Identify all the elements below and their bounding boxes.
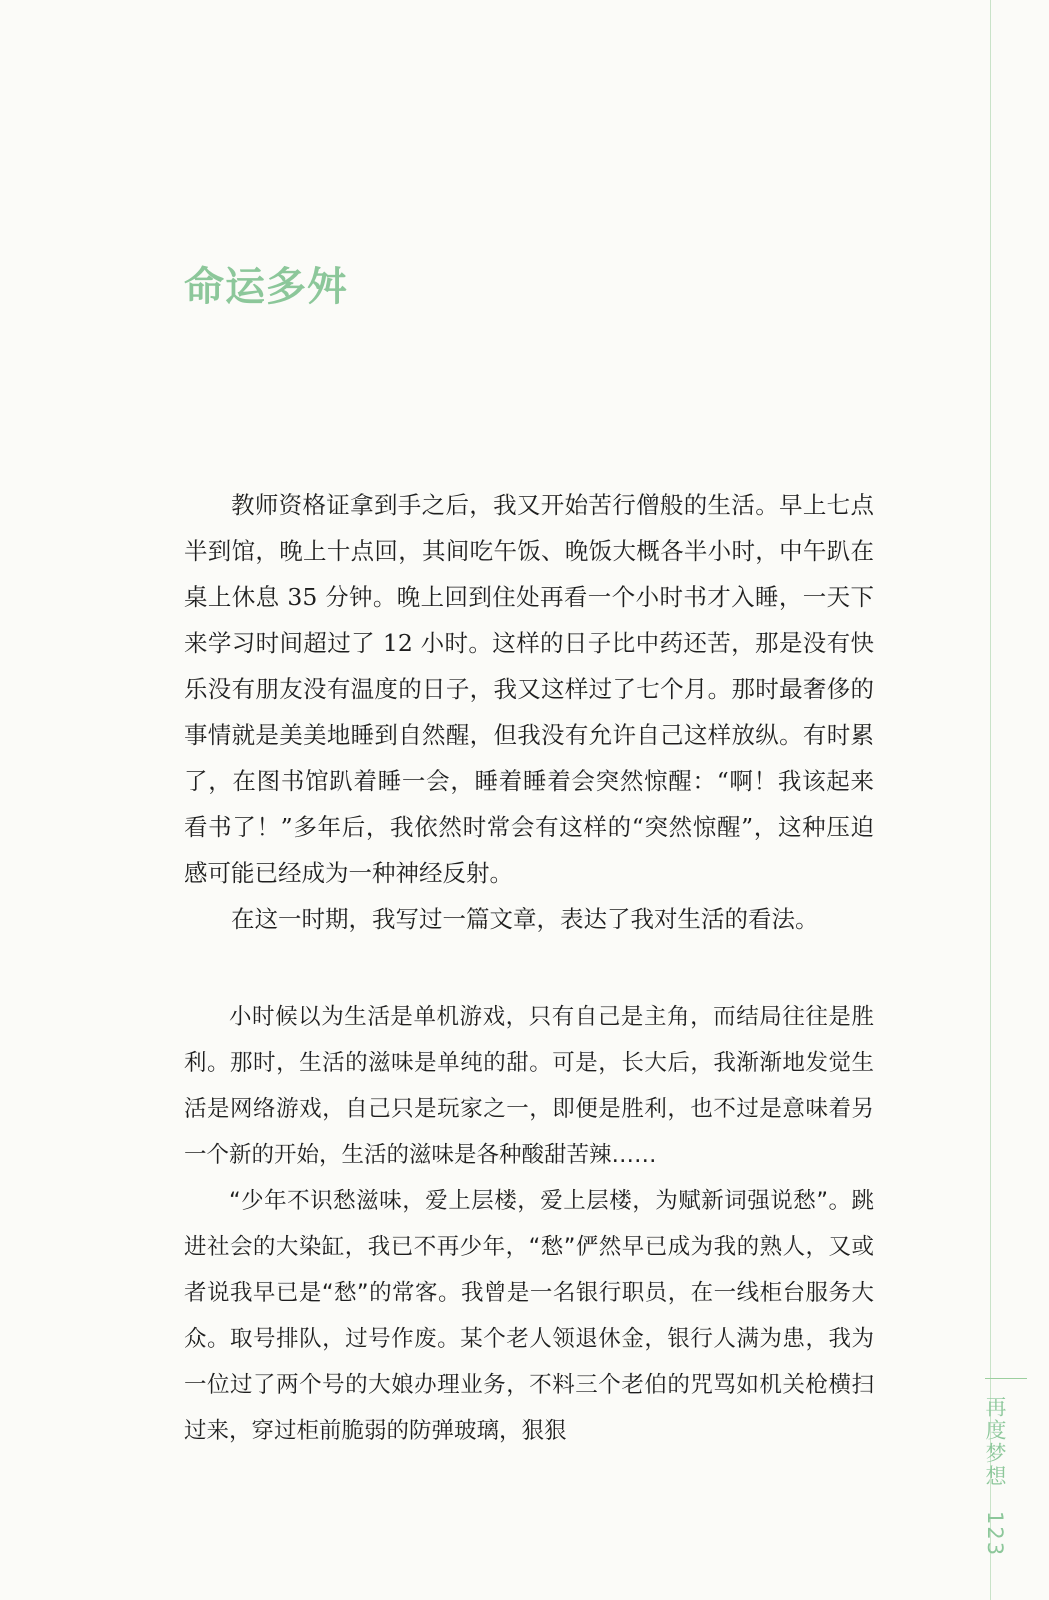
running-head <box>980 1396 1010 1557</box>
paragraph: 小时候以为生活是单机游戏，只有自己是主角，而结局往往是胜利。那时，生活的滋味是单纯的甜。可是，长大后，我渐渐地发觉生活是网络游戏，自己只是玩家之一，即便是胜利，也不过是意味着另一个新的开始，生活的滋味是各种酸甜苦辣…… <box>184 1004 874 1168</box>
page-number: 123 <box>983 1510 1007 1557</box>
body-section-1 <box>184 482 874 942</box>
body-section-2-quoted-essay <box>184 994 874 1454</box>
running-head-book-title: 再度梦想 <box>983 1396 1007 1488</box>
running-head-rule <box>985 1378 1027 1379</box>
paragraph: 在这一时期，我写过一篇文章，表达了我对生活的看法。 <box>231 905 819 933</box>
page-edge-rule <box>990 0 991 1600</box>
chapter-title: 命运多舛 <box>184 264 348 310</box>
paragraph: 教师资格证拿到手之后，我又开始苦行僧般的生活。早上七点半到馆，晚上十点回，其间吃午饭、晚饭大概各半小时，中午趴在桌上休息 35 分钟。晚上回到住处再看一个小时书才入睡，一天下来学习时间超过了 12 小时。这样的日子比中药还苦，那是没有快乐没有朋友没有温度的日子，我又这样过了七个月。那时最奢侈的事情就是美美地睡到自然醒，但我没有允许自己这样放纵。有时累了，在图书馆趴着睡一会，睡着睡着会突然惊醒：“啊！我该起来看书了！”多年后，我依然时常会有这样的“突然惊醒”，这种压迫感可能已经成为一种神经反射。 <box>184 491 874 887</box>
paragraph: “少年不识愁滋味，爱上层楼，爱上层楼，为赋新词强说愁”。跳进社会的大染缸，我已不再少年，“愁”俨然早已成为我的熟人，又或者说我早已是“愁”的常客。我曾是一名银行职员，在一线柜台服务大众。取号排队，过号作废。某个老人领退休金，银行人满为患，我为一位过了两个号的大娘办理业务，不料三个老伯的咒骂如机关枪横扫过来，穿过柜前脆弱的防弹玻璃，狠狠 <box>184 1188 874 1444</box>
